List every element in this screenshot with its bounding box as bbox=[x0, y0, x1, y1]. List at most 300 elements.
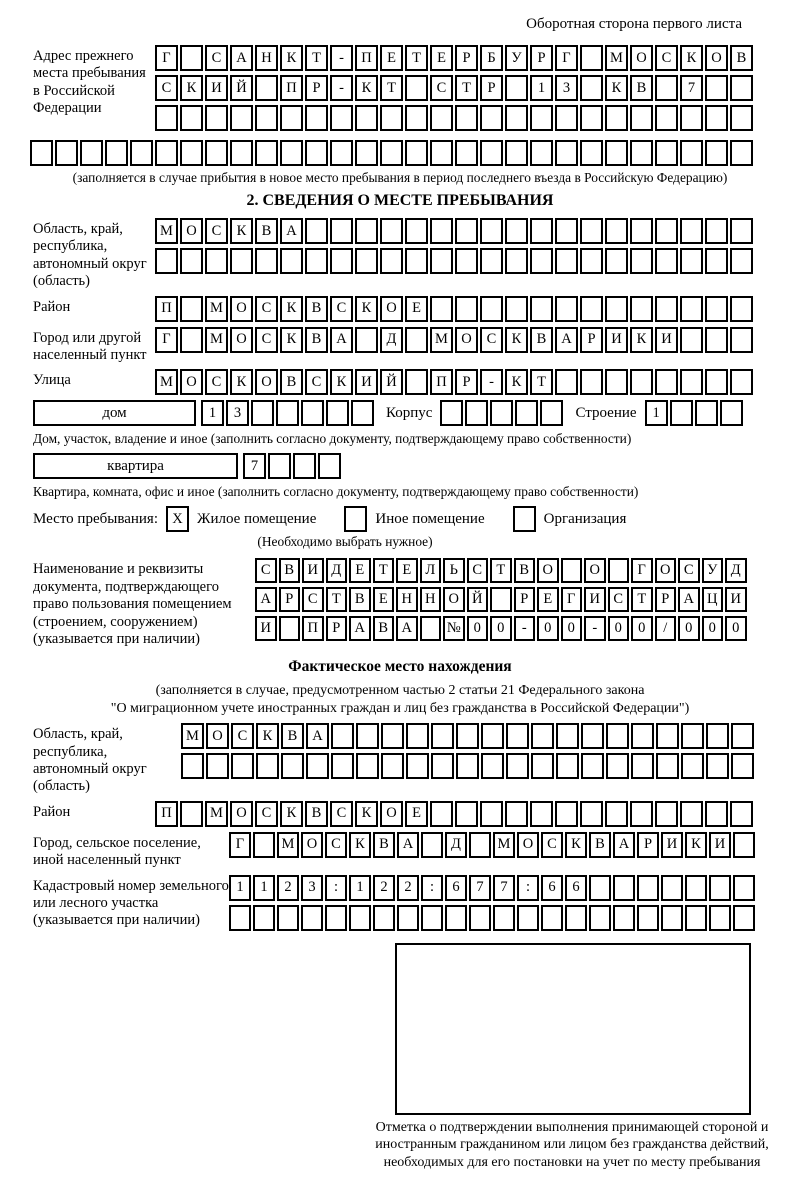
char-box[interactable] bbox=[180, 296, 203, 322]
char-box[interactable] bbox=[655, 218, 678, 244]
char-box[interactable] bbox=[305, 140, 328, 166]
char-box[interactable]: И bbox=[355, 369, 378, 395]
char-box[interactable] bbox=[555, 218, 578, 244]
char-box[interactable]: 1 bbox=[201, 400, 224, 426]
char-box[interactable]: В bbox=[281, 723, 304, 749]
char-box[interactable] bbox=[685, 905, 707, 931]
char-box[interactable]: 0 bbox=[631, 616, 653, 641]
char-box[interactable] bbox=[301, 905, 323, 931]
char-box[interactable] bbox=[380, 248, 403, 274]
char-box[interactable]: / bbox=[655, 616, 677, 641]
char-box[interactable] bbox=[605, 369, 628, 395]
char-box[interactable] bbox=[455, 105, 478, 131]
char-box[interactable] bbox=[637, 875, 659, 901]
char-box[interactable] bbox=[505, 218, 528, 244]
char-box[interactable] bbox=[230, 140, 253, 166]
char-box[interactable]: Т bbox=[455, 75, 478, 101]
char-box[interactable] bbox=[480, 218, 503, 244]
char-box[interactable]: Н bbox=[420, 587, 442, 612]
char-box[interactable] bbox=[55, 140, 78, 166]
char-box[interactable] bbox=[656, 723, 679, 749]
char-box[interactable]: С bbox=[205, 369, 228, 395]
char-box[interactable]: И bbox=[205, 75, 228, 101]
char-box[interactable] bbox=[430, 296, 453, 322]
char-box[interactable]: П bbox=[355, 45, 378, 71]
char-box[interactable]: Г bbox=[229, 832, 251, 858]
char-box[interactable] bbox=[480, 296, 503, 322]
char-box[interactable]: К bbox=[565, 832, 587, 858]
char-box[interactable] bbox=[637, 905, 659, 931]
char-box[interactable]: С bbox=[325, 832, 347, 858]
char-box[interactable] bbox=[731, 753, 754, 779]
char-box[interactable]: Н bbox=[396, 587, 418, 612]
char-box[interactable] bbox=[155, 105, 178, 131]
char-box[interactable]: О bbox=[180, 369, 203, 395]
char-box[interactable] bbox=[506, 723, 529, 749]
char-box[interactable] bbox=[555, 105, 578, 131]
char-box[interactable] bbox=[556, 723, 579, 749]
char-box[interactable] bbox=[589, 905, 611, 931]
char-box[interactable] bbox=[230, 105, 253, 131]
char-box[interactable]: Р bbox=[279, 587, 301, 612]
char-box[interactable] bbox=[480, 105, 503, 131]
char-box[interactable]: М bbox=[155, 218, 178, 244]
char-box[interactable] bbox=[705, 105, 728, 131]
organization-checkbox[interactable] bbox=[513, 506, 536, 532]
char-box[interactable] bbox=[656, 753, 679, 779]
char-box[interactable] bbox=[355, 105, 378, 131]
char-box[interactable]: О bbox=[206, 723, 229, 749]
char-box[interactable]: А bbox=[330, 327, 353, 353]
char-box[interactable]: : bbox=[421, 875, 443, 901]
char-box[interactable]: И bbox=[584, 587, 606, 612]
char-box[interactable]: К bbox=[355, 801, 378, 827]
char-box[interactable] bbox=[420, 616, 442, 641]
char-box[interactable]: В bbox=[305, 327, 328, 353]
char-box[interactable] bbox=[231, 753, 254, 779]
char-box[interactable] bbox=[580, 296, 603, 322]
char-box[interactable]: В bbox=[305, 296, 328, 322]
char-box[interactable] bbox=[279, 616, 301, 641]
char-box[interactable] bbox=[205, 105, 228, 131]
char-box[interactable]: К bbox=[180, 75, 203, 101]
char-box[interactable] bbox=[455, 248, 478, 274]
char-box[interactable]: Г bbox=[155, 327, 178, 353]
char-box[interactable]: Р bbox=[326, 616, 348, 641]
char-box[interactable] bbox=[733, 832, 755, 858]
char-box[interactable] bbox=[280, 140, 303, 166]
char-box[interactable] bbox=[580, 218, 603, 244]
char-box[interactable]: С bbox=[541, 832, 563, 858]
char-box[interactable] bbox=[555, 296, 578, 322]
char-box[interactable] bbox=[580, 248, 603, 274]
char-box[interactable] bbox=[280, 105, 303, 131]
char-box[interactable]: 6 bbox=[445, 875, 467, 901]
char-box[interactable] bbox=[530, 218, 553, 244]
char-box[interactable]: Д bbox=[725, 558, 747, 583]
char-box[interactable]: Л bbox=[420, 558, 442, 583]
char-box[interactable] bbox=[355, 248, 378, 274]
char-box[interactable] bbox=[430, 105, 453, 131]
char-box[interactable]: С bbox=[480, 327, 503, 353]
char-box[interactable] bbox=[326, 400, 349, 426]
char-box[interactable]: К bbox=[230, 369, 253, 395]
char-box[interactable] bbox=[680, 140, 703, 166]
char-box[interactable] bbox=[455, 140, 478, 166]
char-box[interactable] bbox=[318, 453, 341, 479]
char-box[interactable]: 0 bbox=[537, 616, 559, 641]
char-box[interactable] bbox=[630, 248, 653, 274]
char-box[interactable]: Н bbox=[255, 45, 278, 71]
char-box[interactable] bbox=[505, 248, 528, 274]
char-box[interactable] bbox=[580, 105, 603, 131]
char-box[interactable] bbox=[613, 875, 635, 901]
char-box[interactable] bbox=[330, 140, 353, 166]
char-box[interactable] bbox=[30, 140, 53, 166]
char-box[interactable]: 2 bbox=[373, 875, 395, 901]
char-box[interactable]: О bbox=[380, 801, 403, 827]
char-box[interactable] bbox=[630, 801, 653, 827]
char-box[interactable] bbox=[580, 369, 603, 395]
char-box[interactable] bbox=[293, 453, 316, 479]
char-box[interactable]: В bbox=[255, 218, 278, 244]
char-box[interactable] bbox=[305, 248, 328, 274]
char-box[interactable] bbox=[506, 753, 529, 779]
char-box[interactable]: - bbox=[330, 45, 353, 71]
char-box[interactable]: Е bbox=[537, 587, 559, 612]
char-box[interactable]: Й bbox=[467, 587, 489, 612]
char-box[interactable] bbox=[430, 801, 453, 827]
char-box[interactable] bbox=[705, 140, 728, 166]
char-box[interactable]: И bbox=[725, 587, 747, 612]
char-box[interactable]: О bbox=[455, 327, 478, 353]
char-box[interactable] bbox=[430, 218, 453, 244]
char-box[interactable] bbox=[731, 723, 754, 749]
char-box[interactable] bbox=[331, 723, 354, 749]
char-box[interactable]: К bbox=[355, 296, 378, 322]
char-box[interactable] bbox=[349, 905, 371, 931]
char-box[interactable] bbox=[580, 140, 603, 166]
char-box[interactable]: Р bbox=[455, 45, 478, 71]
char-box[interactable]: О bbox=[537, 558, 559, 583]
char-box[interactable] bbox=[80, 140, 103, 166]
char-box[interactable] bbox=[530, 140, 553, 166]
char-box[interactable]: № bbox=[443, 616, 465, 641]
char-box[interactable] bbox=[730, 369, 753, 395]
char-box[interactable] bbox=[680, 296, 703, 322]
char-box[interactable]: Б bbox=[480, 45, 503, 71]
char-box[interactable]: А bbox=[396, 616, 418, 641]
char-box[interactable]: К bbox=[355, 75, 378, 101]
char-box[interactable]: И bbox=[605, 327, 628, 353]
char-box[interactable] bbox=[531, 753, 554, 779]
char-box[interactable]: 0 bbox=[467, 616, 489, 641]
char-box[interactable] bbox=[680, 801, 703, 827]
char-box[interactable] bbox=[405, 140, 428, 166]
char-box[interactable] bbox=[655, 369, 678, 395]
char-box[interactable] bbox=[351, 400, 374, 426]
char-box[interactable] bbox=[706, 753, 729, 779]
char-box[interactable]: 6 bbox=[541, 875, 563, 901]
char-box[interactable]: Е bbox=[380, 45, 403, 71]
char-box[interactable] bbox=[730, 327, 753, 353]
char-box[interactable] bbox=[493, 905, 515, 931]
char-box[interactable]: Й bbox=[230, 75, 253, 101]
char-box[interactable] bbox=[431, 723, 454, 749]
char-box[interactable] bbox=[480, 801, 503, 827]
char-box[interactable]: Р bbox=[530, 45, 553, 71]
char-box[interactable] bbox=[356, 753, 379, 779]
char-box[interactable] bbox=[680, 248, 703, 274]
char-box[interactable] bbox=[480, 248, 503, 274]
char-box[interactable]: К bbox=[505, 327, 528, 353]
char-box[interactable] bbox=[331, 753, 354, 779]
char-box[interactable]: С bbox=[255, 558, 277, 583]
char-box[interactable]: О bbox=[655, 558, 677, 583]
char-box[interactable]: С bbox=[608, 587, 630, 612]
char-box[interactable] bbox=[180, 105, 203, 131]
char-box[interactable]: 7 bbox=[493, 875, 515, 901]
char-box[interactable] bbox=[206, 753, 229, 779]
char-box[interactable]: С bbox=[205, 218, 228, 244]
char-box[interactable]: М bbox=[155, 369, 178, 395]
char-box[interactable]: - bbox=[584, 616, 606, 641]
char-box[interactable]: С bbox=[231, 723, 254, 749]
char-box[interactable] bbox=[517, 905, 539, 931]
char-box[interactable] bbox=[730, 218, 753, 244]
char-box[interactable] bbox=[581, 753, 604, 779]
char-box[interactable]: 1 bbox=[253, 875, 275, 901]
char-box[interactable]: Г bbox=[631, 558, 653, 583]
char-box[interactable]: А bbox=[397, 832, 419, 858]
char-box[interactable] bbox=[589, 875, 611, 901]
char-box[interactable]: С bbox=[155, 75, 178, 101]
char-box[interactable]: В bbox=[280, 369, 303, 395]
char-box[interactable] bbox=[680, 218, 703, 244]
char-box[interactable] bbox=[709, 905, 731, 931]
char-box[interactable] bbox=[730, 75, 753, 101]
char-box[interactable] bbox=[680, 327, 703, 353]
char-box[interactable] bbox=[251, 400, 274, 426]
char-box[interactable] bbox=[421, 832, 443, 858]
char-box[interactable]: В bbox=[514, 558, 536, 583]
char-box[interactable] bbox=[505, 296, 528, 322]
char-box[interactable] bbox=[440, 400, 463, 426]
char-box[interactable]: К bbox=[230, 218, 253, 244]
char-box[interactable] bbox=[180, 45, 203, 71]
char-box[interactable]: 1 bbox=[645, 400, 668, 426]
char-box[interactable] bbox=[490, 400, 513, 426]
char-box[interactable]: В bbox=[730, 45, 753, 71]
char-box[interactable] bbox=[530, 296, 553, 322]
char-box[interactable]: Р bbox=[580, 327, 603, 353]
char-box[interactable] bbox=[705, 801, 728, 827]
char-box[interactable]: В bbox=[589, 832, 611, 858]
char-box[interactable]: - bbox=[480, 369, 503, 395]
char-box[interactable]: 7 bbox=[680, 75, 703, 101]
char-box[interactable] bbox=[695, 400, 718, 426]
char-box[interactable] bbox=[180, 140, 203, 166]
char-box[interactable] bbox=[406, 723, 429, 749]
char-box[interactable] bbox=[180, 327, 203, 353]
char-box[interactable] bbox=[580, 801, 603, 827]
char-box[interactable] bbox=[606, 723, 629, 749]
other-premises-checkbox[interactable] bbox=[344, 506, 367, 532]
char-box[interactable]: О bbox=[443, 587, 465, 612]
char-box[interactable]: О bbox=[584, 558, 606, 583]
char-box[interactable]: И bbox=[655, 327, 678, 353]
char-box[interactable] bbox=[505, 140, 528, 166]
char-box[interactable]: В bbox=[373, 832, 395, 858]
char-box[interactable] bbox=[555, 801, 578, 827]
char-box[interactable]: О bbox=[301, 832, 323, 858]
char-box[interactable] bbox=[256, 753, 279, 779]
char-box[interactable] bbox=[630, 140, 653, 166]
char-box[interactable]: С bbox=[205, 45, 228, 71]
char-box[interactable] bbox=[655, 296, 678, 322]
char-box[interactable]: В bbox=[373, 616, 395, 641]
char-box[interactable]: П bbox=[302, 616, 324, 641]
house-type-box[interactable]: дом bbox=[33, 400, 196, 426]
char-box[interactable]: Т bbox=[405, 45, 428, 71]
char-box[interactable] bbox=[455, 218, 478, 244]
char-box[interactable] bbox=[655, 248, 678, 274]
char-box[interactable] bbox=[397, 905, 419, 931]
char-box[interactable] bbox=[355, 327, 378, 353]
char-box[interactable]: Г bbox=[155, 45, 178, 71]
char-box[interactable]: Т bbox=[373, 558, 395, 583]
char-box[interactable] bbox=[255, 140, 278, 166]
char-box[interactable]: Г bbox=[561, 587, 583, 612]
char-box[interactable]: Р bbox=[480, 75, 503, 101]
char-box[interactable]: С bbox=[330, 801, 353, 827]
char-box[interactable]: М bbox=[205, 296, 228, 322]
char-box[interactable]: Т bbox=[326, 587, 348, 612]
char-box[interactable] bbox=[255, 248, 278, 274]
char-box[interactable] bbox=[541, 905, 563, 931]
char-box[interactable]: М bbox=[205, 801, 228, 827]
char-box[interactable]: И bbox=[661, 832, 683, 858]
char-box[interactable]: А bbox=[230, 45, 253, 71]
char-box[interactable] bbox=[730, 248, 753, 274]
apartment-type-box[interactable]: квартира bbox=[33, 453, 238, 479]
char-box[interactable]: Е bbox=[405, 296, 428, 322]
char-box[interactable] bbox=[281, 753, 304, 779]
char-box[interactable]: Д bbox=[326, 558, 348, 583]
char-box[interactable] bbox=[405, 248, 428, 274]
char-box[interactable] bbox=[277, 905, 299, 931]
char-box[interactable] bbox=[255, 75, 278, 101]
char-box[interactable] bbox=[229, 905, 251, 931]
char-box[interactable] bbox=[709, 875, 731, 901]
char-box[interactable] bbox=[455, 296, 478, 322]
char-box[interactable]: А bbox=[280, 218, 303, 244]
char-box[interactable] bbox=[705, 248, 728, 274]
char-box[interactable]: Е bbox=[405, 801, 428, 827]
char-box[interactable]: О bbox=[255, 369, 278, 395]
char-box[interactable]: Т bbox=[380, 75, 403, 101]
char-box[interactable]: О bbox=[705, 45, 728, 71]
char-box[interactable]: О bbox=[630, 45, 653, 71]
char-box[interactable] bbox=[680, 369, 703, 395]
char-box[interactable] bbox=[733, 905, 755, 931]
char-box[interactable] bbox=[430, 140, 453, 166]
char-box[interactable]: Р bbox=[305, 75, 328, 101]
char-box[interactable] bbox=[630, 369, 653, 395]
char-box[interactable] bbox=[380, 140, 403, 166]
char-box[interactable]: П bbox=[155, 296, 178, 322]
char-box[interactable] bbox=[630, 218, 653, 244]
char-box[interactable] bbox=[505, 801, 528, 827]
char-box[interactable] bbox=[276, 400, 299, 426]
char-box[interactable] bbox=[730, 801, 753, 827]
char-box[interactable]: 0 bbox=[608, 616, 630, 641]
char-box[interactable] bbox=[305, 105, 328, 131]
char-box[interactable]: В bbox=[349, 587, 371, 612]
char-box[interactable] bbox=[330, 105, 353, 131]
char-box[interactable] bbox=[605, 105, 628, 131]
char-box[interactable]: 0 bbox=[702, 616, 724, 641]
char-box[interactable] bbox=[445, 905, 467, 931]
char-box[interactable]: 0 bbox=[561, 616, 583, 641]
char-box[interactable]: В bbox=[305, 801, 328, 827]
char-box[interactable]: С bbox=[255, 801, 278, 827]
char-box[interactable] bbox=[561, 558, 583, 583]
char-box[interactable]: С bbox=[330, 296, 353, 322]
char-box[interactable]: 3 bbox=[555, 75, 578, 101]
char-box[interactable] bbox=[431, 753, 454, 779]
char-box[interactable]: К bbox=[280, 801, 303, 827]
char-box[interactable]: О bbox=[230, 327, 253, 353]
char-box[interactable]: 2 bbox=[277, 875, 299, 901]
char-box[interactable]: Р bbox=[637, 832, 659, 858]
char-box[interactable]: Е bbox=[373, 587, 395, 612]
char-box[interactable] bbox=[680, 105, 703, 131]
char-box[interactable] bbox=[608, 558, 630, 583]
char-box[interactable] bbox=[456, 753, 479, 779]
char-box[interactable]: И bbox=[255, 616, 277, 641]
char-box[interactable] bbox=[330, 218, 353, 244]
char-box[interactable] bbox=[373, 905, 395, 931]
char-box[interactable] bbox=[255, 105, 278, 131]
char-box[interactable] bbox=[605, 140, 628, 166]
char-box[interactable] bbox=[355, 218, 378, 244]
char-box[interactable]: 1 bbox=[229, 875, 251, 901]
char-box[interactable] bbox=[456, 723, 479, 749]
char-box[interactable]: Г bbox=[555, 45, 578, 71]
char-box[interactable]: С bbox=[655, 45, 678, 71]
char-box[interactable] bbox=[253, 905, 275, 931]
char-box[interactable] bbox=[505, 105, 528, 131]
char-box[interactable] bbox=[301, 400, 324, 426]
char-box[interactable] bbox=[705, 75, 728, 101]
char-box[interactable]: М bbox=[181, 723, 204, 749]
char-box[interactable]: О bbox=[230, 296, 253, 322]
char-box[interactable]: С bbox=[678, 558, 700, 583]
char-box[interactable] bbox=[605, 296, 628, 322]
char-box[interactable]: Т bbox=[631, 587, 653, 612]
char-box[interactable]: К bbox=[280, 327, 303, 353]
char-box[interactable]: : bbox=[325, 875, 347, 901]
char-box[interactable]: Й bbox=[380, 369, 403, 395]
char-box[interactable] bbox=[580, 45, 603, 71]
char-box[interactable]: У bbox=[702, 558, 724, 583]
char-box[interactable] bbox=[180, 801, 203, 827]
char-box[interactable]: 3 bbox=[301, 875, 323, 901]
char-box[interactable]: В bbox=[279, 558, 301, 583]
char-box[interactable] bbox=[705, 218, 728, 244]
char-box[interactable] bbox=[706, 723, 729, 749]
